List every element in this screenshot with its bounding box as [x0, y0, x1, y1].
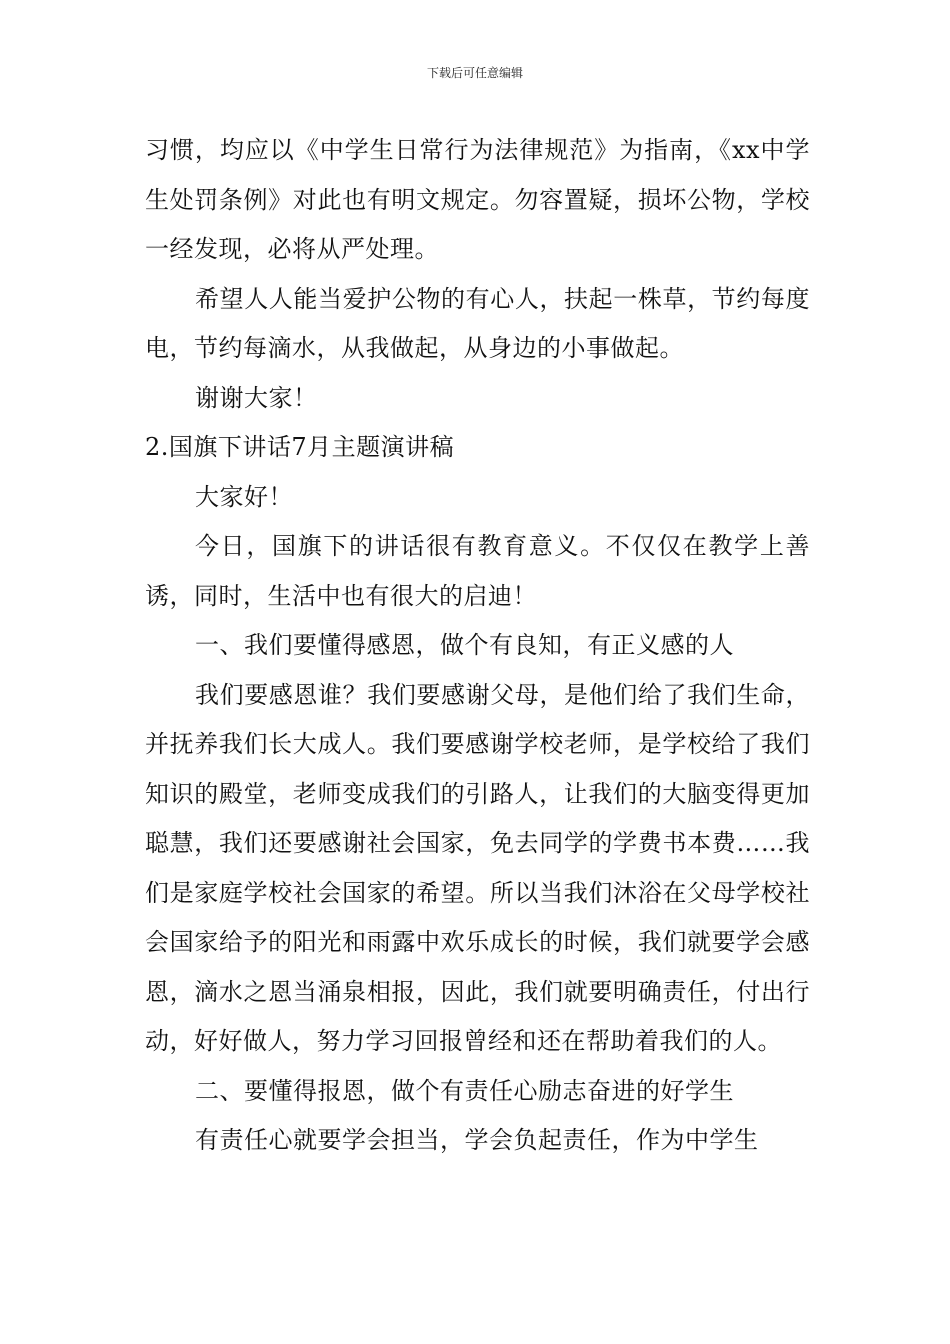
paragraph: 我们要感恩谁？我们要感谢父母，是他们给了我们生命，并抚养我们长大成人。我们要感谢学校老师，是学校给了我们知识的殿堂，老师变成我们的引路人，让我们的大脑变得更加聪慧，我们还要感谢社会国家，免去同学的学费书本费……我们是家庭学校社会国家的希望。所以当我们沐浴在父母学校社会国家给予的阳光和雨露中欢乐成长的时候，我们就要学会感恩，滴水之恩当涌泉相报，因此，我们就要明确责任，付出行动，好好做人，努力学习回报曾经和还在帮助着我们的人。: [145, 680, 810, 1055]
paragraph: 希望人人能当爱护公物的有心人，扶起一株草，节约每度电，节约每滴水，从我做起，从身边的小事做起。: [145, 284, 810, 362]
paragraph: 大家好！: [195, 482, 293, 511]
page-header: 下载后可任意编辑: [426, 66, 523, 80]
paragraph: 习惯，均应以《中学生日常行为法律规范》为指南，《xx中学生处罚条例》对此也有明文规定。勿容置疑，损坏公物，学校一经发现，必将从严处理。: [145, 136, 810, 263]
paragraph: 有责任心就要学会担当，学会负起责任，作为中学生: [195, 1126, 759, 1154]
document-body: [145, 126, 810, 1166]
section-heading: 2.国旗下讲话7月主题演讲稿: [145, 433, 455, 461]
paragraph: 谢谢大家！: [195, 383, 318, 412]
subheading: 二、要懂得报恩，做个有责任心励志奋进的好学生: [195, 1076, 734, 1105]
subheading: 一、我们要懂得感恩，做个有良知，有正义感的人: [195, 631, 734, 659]
paragraph: 今日，国旗下的讲话很有教育意义。不仅仅在教学上善诱，同时，生活中也有很大的启迪！: [145, 532, 810, 610]
